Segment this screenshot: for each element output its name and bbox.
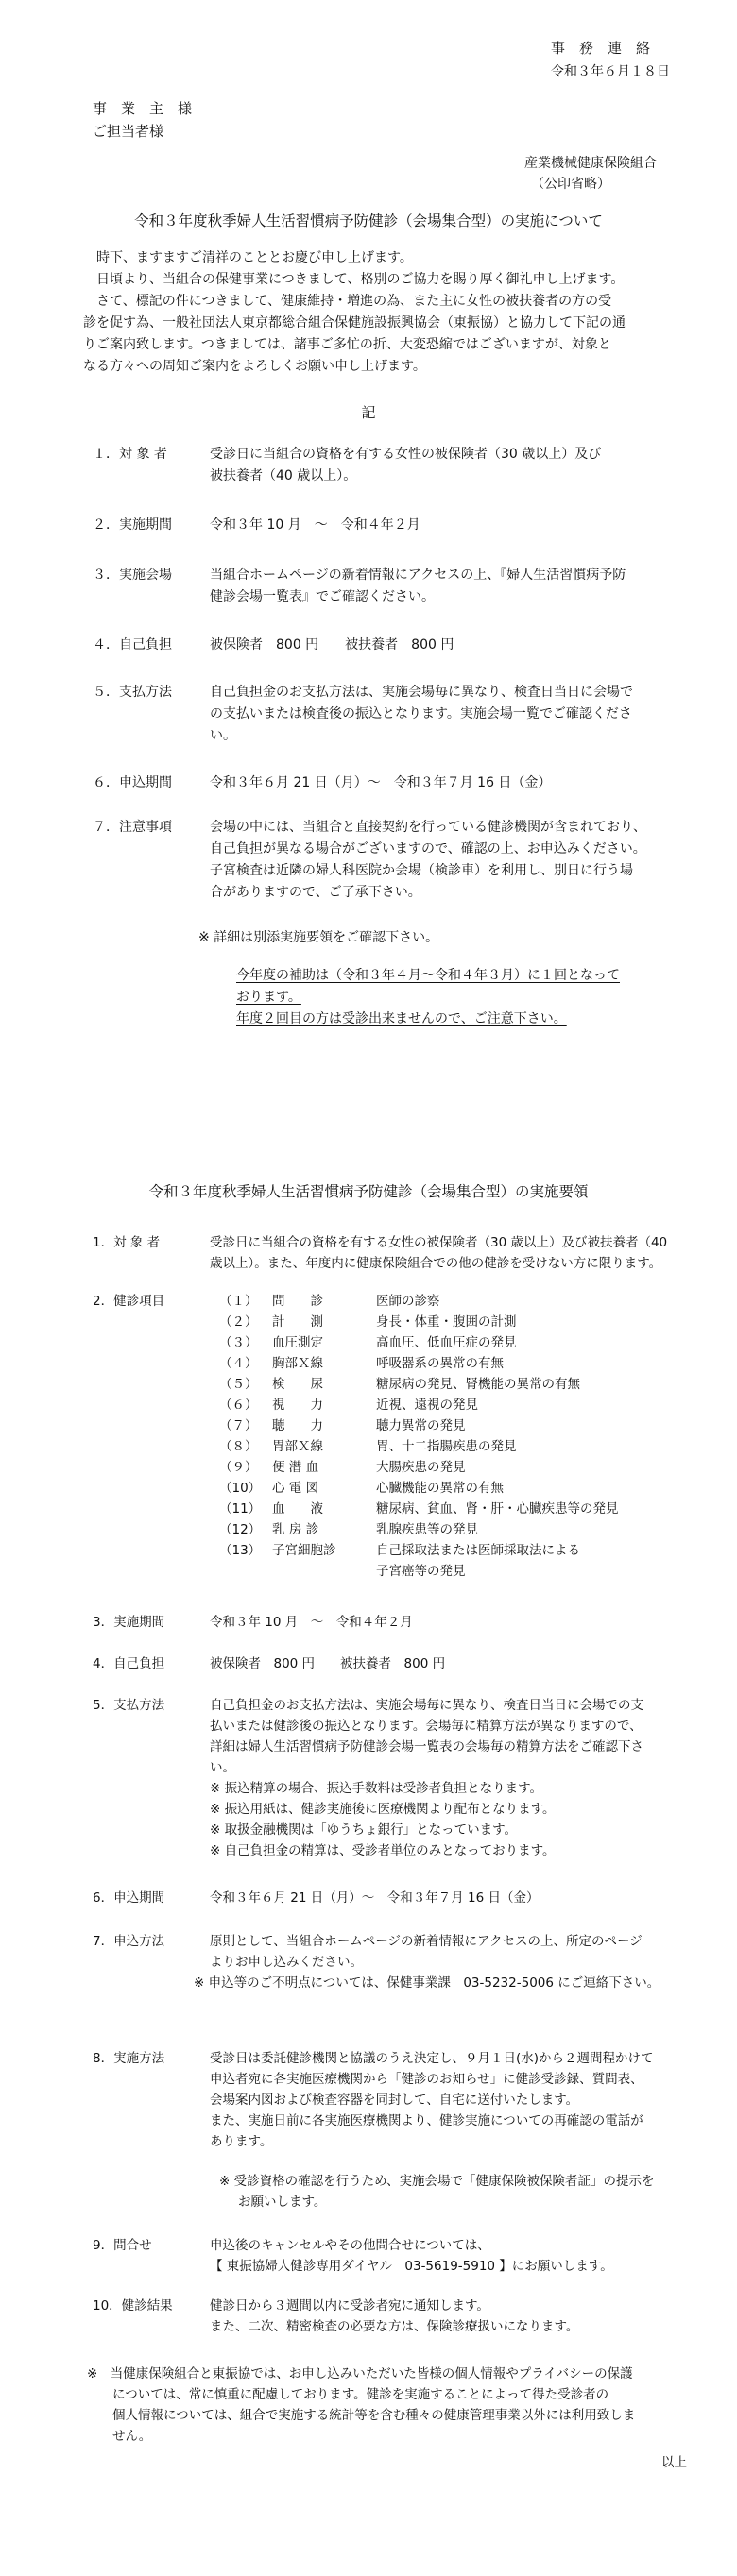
exam-name: 計 測 <box>272 1314 323 1330</box>
recipient-line-1: 事 業 主 様 <box>93 100 193 117</box>
item-text: 健診日から３週間以内に受診者宛に通知します。 <box>210 2298 489 2313</box>
exam-number: （６） <box>219 1398 258 1413</box>
item-label: 2．健診項目 <box>93 1294 165 1309</box>
exam-purpose: 高血圧、低血圧症の発見 <box>376 1335 517 1350</box>
exam-row <box>0 1375 737 1394</box>
exam-row <box>0 1520 737 1539</box>
exam-number: （２） <box>219 1314 258 1330</box>
exam-row <box>0 1333 737 1352</box>
item-text: 被保険者 800 円 被扶養者 800 円 <box>210 637 454 652</box>
item-text: 合がありますので、ご了承下さい。 <box>210 885 421 900</box>
exam-purpose: 呼吸器系の異常の有無 <box>376 1356 504 1371</box>
item-label: ２．実施期間 <box>93 517 172 533</box>
item-text: また、実施日前に各実施医療機関より、健診実施についての再確認の電話が <box>210 2113 643 2128</box>
intro-line: 時下、ますますご清祥のこととお慶び申し上げます。 <box>83 250 413 265</box>
exam-name: 胸部Ｘ線 <box>272 1356 323 1371</box>
item-text: 受診日は委託健診機関と協議のうえ決定し、９月１日(水)から２週間程かけて <box>210 2051 654 2066</box>
item-note: お願いします。 <box>238 2195 327 2210</box>
item-label: 6．申込期間 <box>93 1890 165 1906</box>
exam-purpose: 子宮癌等の発見 <box>376 1564 466 1579</box>
subsidy-note: おります。 <box>236 990 301 1005</box>
exam-number: （13） <box>219 1543 262 1558</box>
item-label: ５．支払方法 <box>93 685 172 700</box>
item-text: 令和３年 10 月 ～ 令和４年２月 <box>210 517 420 533</box>
item-text: あります。 <box>210 2134 273 2149</box>
item-text: 受診日に当組合の資格を有する女性の被保険者（30 歳以上）及び被扶養者（40 <box>210 1235 668 1250</box>
sender-org: 産業機械健康保険組合 <box>524 156 657 171</box>
exam-name: 乳 房 診 <box>272 1522 319 1537</box>
subsidy-note: 年度２回目の方は受診出来ませんので、ご注意下さい。 <box>236 1011 567 1026</box>
issue-date: 令和３年６月１８日 <box>551 64 670 79</box>
item-label: 7．申込方法 <box>93 1934 165 1949</box>
intro-line: 診を促す為、一般社団法人東京都総合組合保健施設振興協会（東振協）と協力して下記の通 <box>83 315 626 330</box>
exam-name: 心 電 図 <box>272 1481 319 1496</box>
exam-row <box>0 1416 737 1435</box>
item-text: 受診日に当組合の資格を有する女性の被保険者（30 歳以上）及び <box>210 447 602 462</box>
exam-row <box>0 1500 737 1518</box>
exam-name: 聴 力 <box>272 1418 323 1433</box>
exam-row <box>0 1437 737 1456</box>
item-label: ３．実施会場 <box>93 568 172 583</box>
exam-purpose: 聴力異常の発見 <box>376 1418 466 1433</box>
item-note: ※ 受診資格の確認を行うため、実施会場で「健康保険被保険者証」の提示を <box>219 2174 655 2189</box>
exam-purpose: 胃、十二指腸疾患の発見 <box>376 1439 517 1454</box>
exam-row <box>0 1479 737 1498</box>
exam-number: （４） <box>219 1356 258 1371</box>
exam-number: （３） <box>219 1335 258 1350</box>
item-text: 原則として、当組合ホームページの新着情報にアクセスの上、所定のページ <box>210 1934 643 1949</box>
item-text: 被扶養者（40 歳以上）。 <box>210 468 357 483</box>
exam-number: （５） <box>219 1377 258 1392</box>
item-text: 申込者宛に各実施医療機関から「健診のお知らせ」に健診受診録、質問表、 <box>210 2072 643 2087</box>
exam-purpose: 大腸疾患の発見 <box>376 1460 466 1475</box>
item-note: ※ 申込等のご不明点については、保健事業課 03-5232-5006 にご連絡下さい。 <box>194 1975 660 1991</box>
exam-row <box>0 1458 737 1477</box>
closing-ijou: 以上 <box>661 2455 687 2470</box>
exam-number: （９） <box>219 1460 258 1475</box>
exam-number: （１） <box>219 1294 258 1309</box>
item-note: ※ 自己負担金の精算は、受診者単位のみとなっております。 <box>210 1843 556 1858</box>
exam-row <box>0 1313 737 1331</box>
item-text: 健診会場一覧表』でご確認ください。 <box>210 589 435 604</box>
exam-number: （７） <box>219 1418 258 1433</box>
exam-number: （８） <box>219 1439 258 1454</box>
exam-purpose: 糖尿病の発見、腎機能の異常の有無 <box>376 1377 580 1392</box>
item-text: い。 <box>210 728 236 743</box>
privacy-note: せん。 <box>87 2429 152 2444</box>
intro-line: 日頃より、当組合の保健事業につきまして、格別のご協力を賜り厚く御礼申し上げます。 <box>83 272 625 287</box>
item-text: い。 <box>210 1760 235 1775</box>
item-text: 令和３年６月 21 日（月）～ 令和３年７月 16 日（金） <box>210 775 552 790</box>
exam-name: 便 潜 血 <box>272 1460 319 1475</box>
privacy-note: については、常に慎重に配慮しております。健診を実施することによって得た受診者の <box>87 2387 609 2402</box>
exam-purpose: 心臓機能の異常の有無 <box>376 1481 504 1496</box>
item-label: 5．支払方法 <box>93 1698 165 1713</box>
exam-purpose: 近視、遠視の発見 <box>376 1398 478 1413</box>
item-label: 9．問合せ <box>93 2238 152 2253</box>
intro-line: りご案内致します。つきましては、諸事ご多忙の折、大変恐縮ではございますが、対象と <box>83 337 611 352</box>
exam-number: （10） <box>219 1481 262 1496</box>
item-text: 子宮検査は近隣の婦人科医院か会場（検診車）を利用し、別日に行う場 <box>210 863 633 878</box>
item-text: また、二次、精密検査の必要な方は、保険診療扱いになります。 <box>210 2319 579 2334</box>
item-text: 自己負担金のお支払方法は、実施会場毎に異なり、検査日当日に会場で <box>210 685 633 700</box>
item-note: ※ 取扱金融機関は「ゆうちょ銀行」となっています。 <box>210 1822 518 1838</box>
privacy-note: 個人情報については、組合で実施する統計等を含む種々の健康管理事業以外には利用致しま <box>87 2408 636 2423</box>
item-text: 申込後のキャンセルやその他問合せについては、 <box>210 2238 490 2253</box>
exam-name: 問 診 <box>272 1294 323 1309</box>
item-text: の支払いまたは検査後の振込となります。実施会場一覧でご確認くださ <box>210 706 632 721</box>
item-label: 3．実施期間 <box>93 1615 165 1630</box>
item-label: ６．申込期間 <box>93 775 172 790</box>
exam-purpose: 自己採取法または医師採取法による <box>376 1543 580 1558</box>
intro-line: さて、標記の件につきまして、健康維持・増進の為、また主に女性の被扶養者の方の受 <box>83 294 612 309</box>
item-text: よりお申し込みください。 <box>210 1955 363 1970</box>
seal-omitted-note: （公印省略） <box>531 177 610 192</box>
item-label: １．対 象 者 <box>93 447 167 462</box>
exam-row <box>0 1354 737 1373</box>
exam-purpose: 乳腺疾患等の発見 <box>376 1522 478 1537</box>
exam-name: 血 液 <box>272 1501 323 1517</box>
exam-purpose: 身長・体重・腹囲の計測 <box>376 1314 517 1330</box>
exam-number: （12） <box>219 1522 262 1537</box>
inquiry-dial: 【 東振協婦人健診専用ダイヤル 03-5619-5910 】にお願いします。 <box>210 2259 613 2274</box>
item-note: ※ 振込精算の場合、振込手数料は受診者負担となります。 <box>210 1781 543 1796</box>
detail-note: ※ 詳細は別添実施要領をご確認下さい。 <box>198 930 439 945</box>
exam-row <box>0 1292 737 1311</box>
item-label: 10．健診結果 <box>93 2298 173 2313</box>
item-text: 令和３年 10 月 ～ 令和４年２月 <box>210 1615 413 1630</box>
privacy-note: ※ 当健康保険組合と東振協では、お申し込みいただいた皆様の個人情報やプライバシーの保護 <box>87 2366 633 2381</box>
exam-row <box>0 1396 737 1415</box>
exam-name: 視 力 <box>272 1398 323 1413</box>
item-text: 自己負担金のお支払方法は、実施会場毎に異なり、検査日当日に会場での支 <box>210 1698 643 1713</box>
item-text: 詳細は婦人生活習慣病予防健診会場一覧表の会場毎の精算方法をご確認下さ <box>210 1739 643 1754</box>
item-label: ４．自己負担 <box>93 637 172 652</box>
item-label: ７．注意事項 <box>93 820 172 835</box>
item-label: 4．自己負担 <box>93 1656 165 1671</box>
recipient-line-2: ご担当者様 <box>93 123 164 140</box>
exam-name: 検 尿 <box>272 1377 323 1392</box>
item-text: 自己負担が異なる場合がございますので、確認の上、お申込みください。 <box>210 841 646 856</box>
ki-marker: 記 <box>361 404 376 421</box>
subsidy-note: 今年度の補助は（令和３年４月～令和４年３月）に１回となって <box>236 968 620 983</box>
item-text: 被保険者 800 円 被扶養者 800 円 <box>210 1656 446 1671</box>
item-text: 令和３年６月 21 日（月）～ 令和３年７月 16 日（金） <box>210 1890 540 1906</box>
page2-title: 令和３年度秋季婦人生活習慣病予防健診（会場集合型）の実施要領 <box>148 1183 589 1200</box>
item-text: 歳以上）。また、年度内に健康保険組合での他の健診を受けない方に限ります。 <box>210 1256 662 1271</box>
item-text: 払いまたは健診後の振込となります。会場毎に精算方法が異なりますので、 <box>210 1719 643 1734</box>
item-text: 会場の中には、当組合と直接契約を行っている健診機関が含まれており、 <box>210 820 646 835</box>
item-label: 1．対 象 者 <box>93 1235 161 1250</box>
notice-label: 事 務 連 絡 <box>551 40 651 57</box>
exam-purpose: 医師の診察 <box>376 1294 440 1309</box>
page1-title: 令和３年度秋季婦人生活習慣病予防健診（会場集合型）の実施について <box>134 212 603 229</box>
intro-line: なる方々への周知ご案内をよろしくお願い申し上げます。 <box>83 359 426 374</box>
exam-name: 血圧測定 <box>272 1335 323 1350</box>
exam-name: 子宮細胞診 <box>272 1543 336 1558</box>
exam-row <box>0 1541 737 1560</box>
item-label: 8．実施方法 <box>93 2051 165 2066</box>
exam-number: （11） <box>219 1501 262 1517</box>
item-text: 会場案内図および検査容器を同封して、自宅に送付いたします。 <box>210 2093 579 2108</box>
item-note: ※ 振込用紙は、健診実施後に医療機関より配布となります。 <box>210 1802 556 1817</box>
exam-name: 胃部Ｘ線 <box>272 1439 323 1454</box>
item-text: 当組合ホームページの新着情報にアクセスの上、『婦人生活習慣病予防 <box>210 568 626 583</box>
exam-purpose: 糖尿病、貧血、肾・肝・心臓疾患等の発見 <box>376 1501 619 1517</box>
